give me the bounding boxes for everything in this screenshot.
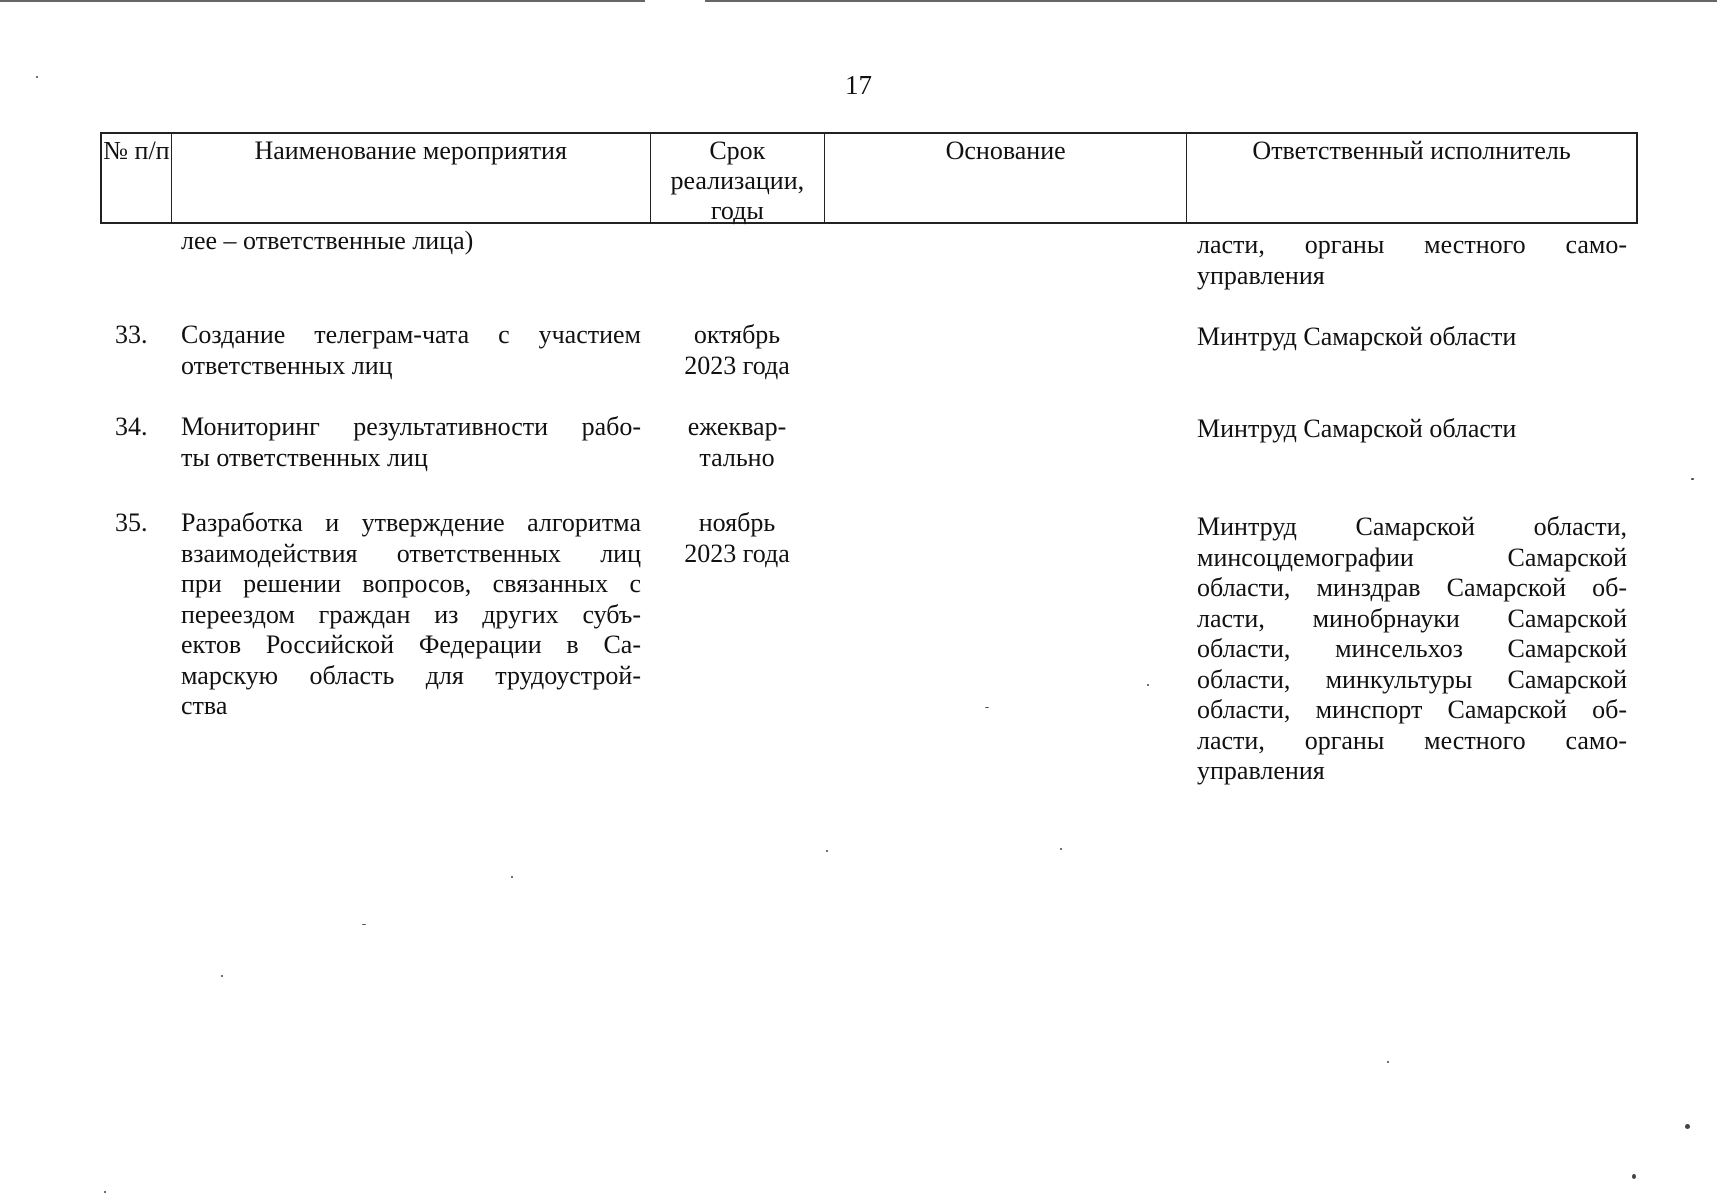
scan-speck <box>1632 1174 1636 1179</box>
scan-speck <box>362 924 366 925</box>
row-34-responsible <box>1197 414 1627 445</box>
continuation-name <box>181 226 641 257</box>
row-35-term <box>652 508 822 569</box>
text-line: Минтруд Самарской области <box>1197 322 1517 351</box>
table-header <box>100 132 1638 224</box>
row-34-term <box>652 412 822 473</box>
scan-speck <box>1691 478 1694 480</box>
text-line: ты ответственных лиц <box>181 442 428 472</box>
text-line: ласти, органы местного само- <box>1197 725 1627 755</box>
scan-speck <box>104 1191 106 1193</box>
header-number <box>102 134 172 222</box>
text-line: октябрь <box>693 320 781 349</box>
row-33-name <box>181 320 641 381</box>
text-line: ласти, минобрнауки Самарской <box>1197 603 1627 633</box>
continuation-name-text: лее – ответственные лица) <box>181 226 474 255</box>
header-basis <box>825 134 1187 222</box>
row-33-number: 33. <box>115 320 148 349</box>
row-35-name <box>181 508 641 722</box>
text-line: 2023 года <box>684 538 790 568</box>
header-number-label: № п/п <box>103 136 170 165</box>
text-line: 2023 года <box>684 350 790 380</box>
text-line: ласти, органы местного само- <box>1197 230 1627 259</box>
text-line: области, минспорт Самарской об- <box>1197 695 1627 724</box>
header-responsible-label: Ответственный исполнитель <box>1252 136 1571 165</box>
text-line: Минтруд Самарской области <box>1197 414 1517 443</box>
text-line: управления <box>1197 756 1325 785</box>
text-line: области, минсельхоз Самарской <box>1197 634 1627 663</box>
text-line: марскую область для трудоустрой- <box>181 660 641 690</box>
scan-speck <box>1387 1061 1389 1063</box>
header-responsible <box>1187 134 1636 222</box>
text-line: ответственных лиц <box>181 350 393 380</box>
text-line: ноябрь <box>698 508 776 537</box>
header-basis-label: Основание <box>945 136 1066 165</box>
text-line: минсоцдемографии Самарской <box>1197 542 1627 572</box>
scan-speck <box>511 876 513 878</box>
header-name <box>172 134 651 222</box>
text-line: области, минкультуры Самарской <box>1197 664 1627 694</box>
scan-speck <box>985 707 989 708</box>
row-34-number: 34. <box>115 412 148 441</box>
text-line: области, минздрав Самарской об- <box>1197 573 1627 602</box>
text-line: ектов Российской Федерации в Са- <box>181 630 641 659</box>
text-line: Создание телеграм-чата с участием <box>181 320 641 349</box>
text-line: Разработка и утверждение алгоритма <box>181 508 641 537</box>
scan-speck <box>1060 848 1062 850</box>
scan-edge-line-right <box>705 0 1717 2</box>
row-35-number: 35. <box>115 508 148 537</box>
row-35-responsible <box>1197 512 1627 787</box>
scan-speck <box>1147 684 1149 686</box>
text-line: при решении вопросов, связанных с <box>181 569 641 598</box>
text-line: Минтруд Самарской области, <box>1197 512 1627 541</box>
row-33-term <box>652 320 822 381</box>
text-line: ства <box>181 691 228 720</box>
text-line: ежеквар- <box>687 412 787 441</box>
scan-edge-line-left <box>0 0 645 2</box>
text-line: переездом граждан из других субъ- <box>181 599 641 629</box>
scan-speck <box>1685 1124 1690 1129</box>
row-34-name <box>181 412 641 473</box>
scan-speck <box>826 850 828 852</box>
text-line: управления <box>1197 260 1325 290</box>
scan-speck <box>36 76 38 78</box>
header-term-label: Срок реализации, годы <box>670 136 805 225</box>
header-term <box>651 134 826 225</box>
text-line: взаимодействия ответственных лиц <box>181 538 641 568</box>
text-line: Мониторинг результативности рабо- <box>181 412 641 441</box>
page-number: 17 <box>845 70 872 100</box>
header-name-label: Наименование мероприятия <box>254 136 567 165</box>
continuation-responsible <box>1197 230 1627 291</box>
scan-speck <box>221 975 223 977</box>
row-33-responsible <box>1197 322 1627 353</box>
text-line: тально <box>699 442 775 472</box>
